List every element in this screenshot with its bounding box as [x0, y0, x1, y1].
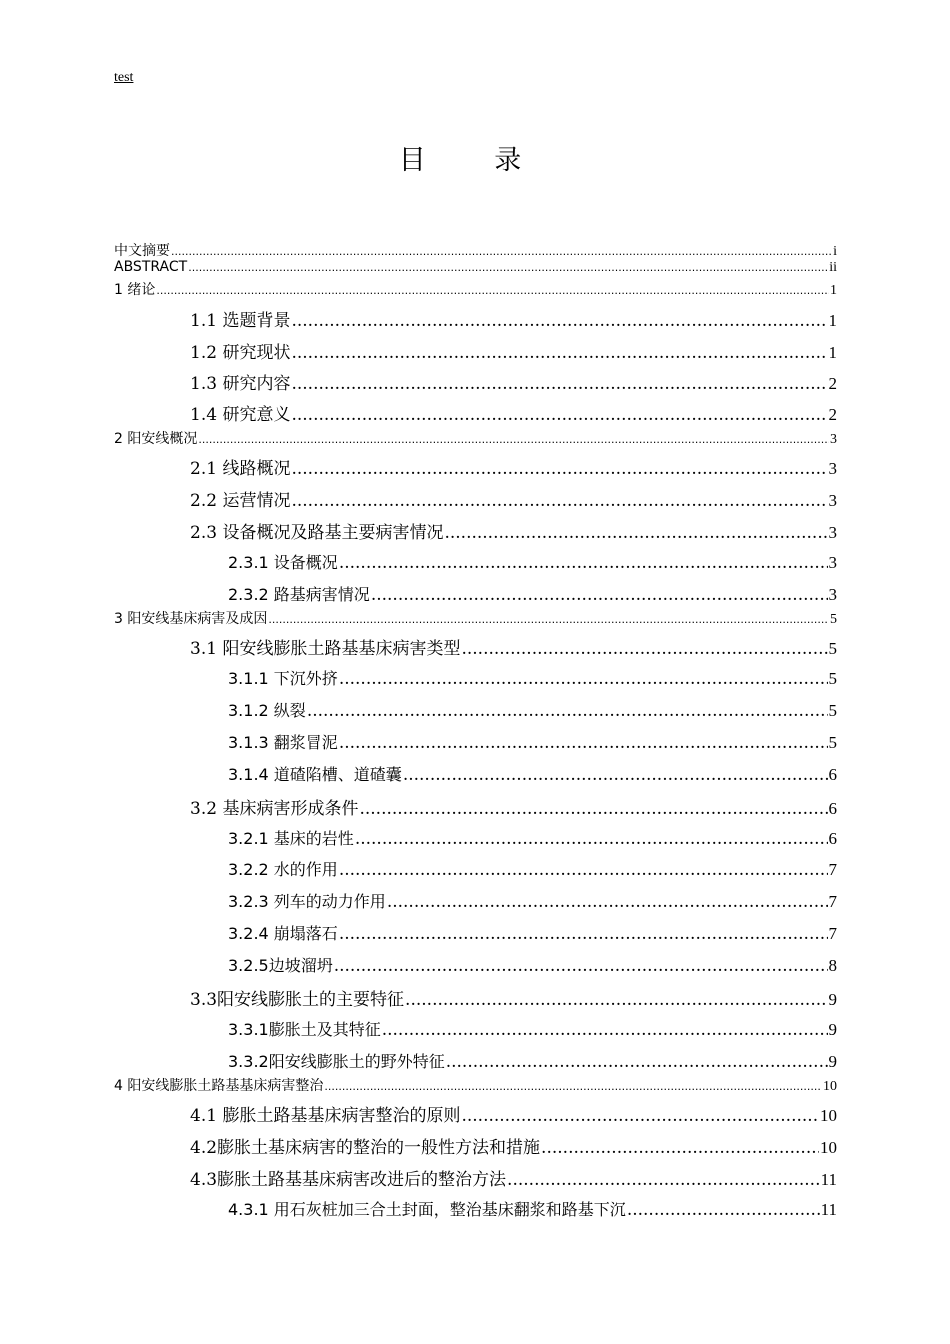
toc-entry-page: 5 [828, 669, 837, 688]
toc-entry-label: 4.2膨胀土基床病害的整治的一般性方法和措施 [190, 1138, 541, 1158]
toc-entry-page: 6 [828, 799, 837, 818]
toc-entry-label: 3.3.2阳安线膨胀土的野外特征 [228, 1052, 445, 1071]
toc-entry[interactable] [228, 1049, 837, 1072]
toc-entry[interactable] [190, 338, 837, 363]
toc-entry-label: 3.2.5边坡溜坍 [228, 956, 333, 975]
toc-leader-dots [359, 799, 827, 819]
toc-leader-dots [171, 245, 832, 258]
toc-entry-label: 3.2.4 崩塌落石 [228, 924, 338, 943]
toc-entry[interactable] [190, 985, 837, 1010]
toc-entry-page: 11 [820, 1200, 837, 1219]
toc-entry[interactable] [228, 953, 837, 976]
toc-entry-page: 5 [830, 612, 837, 627]
toc-entry-page: 6 [828, 765, 837, 784]
toc-leader-dots [403, 765, 828, 785]
toc-leader-dots [339, 669, 828, 689]
toc-entry-label: 2.3.2 路基病害情况 [228, 585, 370, 604]
toc-leader-dots [339, 733, 828, 753]
toc-entry-label: 2.2 运营情况 [190, 491, 291, 511]
toc-leader-dots [334, 956, 828, 976]
toc-entry-page: 2 [828, 374, 837, 393]
toc-entry-page: 10 [820, 1106, 837, 1125]
toc-leader-dots [188, 261, 828, 274]
toc-entry[interactable] [228, 921, 837, 944]
toc-entry-label: 1.3 研究内容 [190, 374, 291, 394]
page-header: test [114, 70, 134, 85]
toc-leader-dots [291, 343, 827, 363]
toc-leader-dots [291, 405, 827, 425]
toc-entry[interactable] [190, 400, 837, 425]
toc-entry-page: 5 [828, 639, 837, 658]
toc-entry[interactable] [114, 279, 837, 299]
toc-entry-page: 3 [828, 459, 837, 478]
toc-entry-label: 4.3膨胀土路基基床病害改进后的整治方法 [190, 1170, 507, 1190]
toc-entry-page: 6 [828, 829, 837, 848]
toc-entry-label: 3.1.1 下沉外挤 [228, 669, 338, 688]
page-title: 目 录 [398, 145, 552, 176]
toc-leader-dots [382, 1020, 828, 1040]
toc-entry-page: 3 [828, 585, 837, 604]
toc-entry-label: 2 阳安线概况 [114, 431, 198, 447]
toc-entry-label: 4.3.1 用石灰桩加三合土封面，整治基床翻浆和路基下沉 [228, 1200, 626, 1219]
toc-entry[interactable] [190, 306, 837, 331]
toc-entry-label: 3.1 阳安线膨胀土路基基床病害类型 [190, 639, 461, 659]
toc-entry-page: i [833, 244, 837, 259]
toc-entry[interactable] [228, 826, 837, 849]
toc-entry[interactable] [190, 1101, 837, 1126]
toc-leader-dots [324, 1080, 822, 1093]
toc-entry-label: 2.3.1 设备概况 [228, 553, 338, 572]
toc-entry-label: 3.2.1 基床的岩性 [228, 829, 354, 848]
toc-leader-dots [355, 829, 828, 849]
toc-entry-page: 11 [820, 1170, 837, 1189]
toc-entry-page: 1 [830, 283, 837, 298]
toc-entry-label: ABSTRACT [114, 259, 188, 275]
toc-leader-dots [339, 924, 828, 944]
toc-leader-dots [198, 433, 829, 446]
toc-entry-page: 3 [828, 523, 837, 542]
toc-entry[interactable] [190, 1165, 837, 1190]
toc-leader-dots [541, 1138, 819, 1158]
toc-entry[interactable] [228, 550, 837, 573]
toc-leader-dots [307, 701, 828, 721]
toc-entry-label: 3.3阳安线膨胀土的主要特征 [190, 990, 405, 1010]
toc-leader-dots [156, 284, 829, 297]
toc-entry-label: 3.2.3 列车的动力作用 [228, 892, 386, 911]
toc-entry-label: 1.4 研究意义 [190, 405, 291, 425]
toc-leader-dots [339, 860, 828, 880]
toc-entry[interactable] [114, 240, 837, 260]
toc-entry-page: 8 [828, 956, 837, 975]
toc-entry-label: 3.2 基床病害形成条件 [190, 799, 359, 819]
toc-entry[interactable] [190, 369, 837, 394]
toc-entry[interactable] [228, 1017, 837, 1040]
toc-entry[interactable] [228, 1197, 837, 1220]
toc-entry-label: 2.3 设备概况及路基主要病害情况 [190, 523, 444, 543]
toc-entry[interactable] [228, 582, 837, 605]
toc-leader-dots [291, 374, 827, 394]
toc-entry[interactable] [190, 486, 837, 511]
toc-entry-label: 3.1.4 道碴陷槽、道碴囊 [228, 765, 402, 784]
toc-entry-label: 4 阳安线膨胀土路基基床病害整治 [114, 1078, 324, 1094]
toc-entry[interactable] [228, 889, 837, 912]
toc-leader-dots [461, 639, 827, 659]
toc-entry[interactable] [190, 794, 837, 819]
toc-leader-dots [291, 491, 827, 511]
toc-entry-page: 7 [828, 924, 837, 943]
toc-entry-page: 7 [828, 860, 837, 879]
toc-entry-page: 3 [830, 432, 837, 447]
toc-leader-dots [446, 1052, 828, 1072]
toc-entry-label: 3.3.1膨胀土及其特征 [228, 1020, 381, 1039]
toc-entry-page: 2 [828, 405, 837, 424]
toc-entry-page: 1 [828, 311, 837, 330]
toc-entry[interactable] [228, 857, 837, 880]
toc-entry-page: 9 [828, 1052, 837, 1071]
toc-leader-dots [387, 892, 828, 912]
toc-entry[interactable] [228, 666, 837, 689]
toc-entry-page: 7 [828, 892, 837, 911]
toc-entry[interactable] [190, 634, 837, 659]
toc-leader-dots [507, 1170, 820, 1190]
toc-entry[interactable] [190, 454, 837, 479]
toc-leader-dots [371, 585, 828, 605]
toc-entry[interactable] [114, 428, 837, 448]
toc-entry[interactable] [228, 730, 837, 753]
toc-leader-dots [268, 613, 829, 626]
toc-entry-label: 3.2.2 水的作用 [228, 860, 338, 879]
toc-entry-page: 10 [820, 1138, 837, 1157]
toc-entry-page: 3 [828, 553, 837, 572]
toc-entry-label: 中文摘要 [114, 243, 170, 259]
toc-entry[interactable] [114, 259, 837, 276]
toc-entry-page: 9 [828, 1020, 837, 1039]
toc-entry[interactable] [114, 1075, 837, 1095]
toc-entry-label: 1.2 研究现状 [190, 343, 291, 363]
toc-leader-dots [291, 311, 827, 331]
toc-entry-label: 4.1 膨胀土路基基床病害整治的原则 [190, 1106, 461, 1126]
toc-entry[interactable] [228, 698, 837, 721]
toc-entry-label: 3 阳安线基床病害及成因 [114, 611, 268, 627]
toc-leader-dots [627, 1200, 820, 1220]
toc-entry[interactable] [114, 608, 837, 628]
toc-entry-page: 1 [828, 343, 837, 362]
toc-entry-label: 3.1.3 翻浆冒泥 [228, 733, 338, 752]
toc-entry-page: 10 [823, 1079, 837, 1094]
toc-entry[interactable] [228, 762, 837, 785]
toc-leader-dots [405, 990, 827, 1010]
toc-entry-label: 2.1 线路概况 [190, 459, 291, 479]
toc-leader-dots [461, 1106, 819, 1126]
toc-leader-dots [444, 523, 827, 543]
toc-entry-label: 3.1.2 纵裂 [228, 701, 306, 720]
toc-entry-page: ii [829, 260, 837, 275]
toc-entry-page: 5 [828, 733, 837, 752]
toc-entry-label: 1.1 选题背景 [190, 311, 291, 331]
toc-entry[interactable] [190, 1133, 837, 1158]
toc-entry[interactable] [190, 518, 837, 543]
toc-leader-dots [339, 553, 828, 573]
toc-entry-page: 5 [828, 701, 837, 720]
toc-entry-page: 3 [828, 491, 837, 510]
toc-leader-dots [291, 459, 827, 479]
toc-entry-label: 1 绪论 [114, 282, 156, 298]
toc-entry-page: 9 [828, 990, 837, 1009]
